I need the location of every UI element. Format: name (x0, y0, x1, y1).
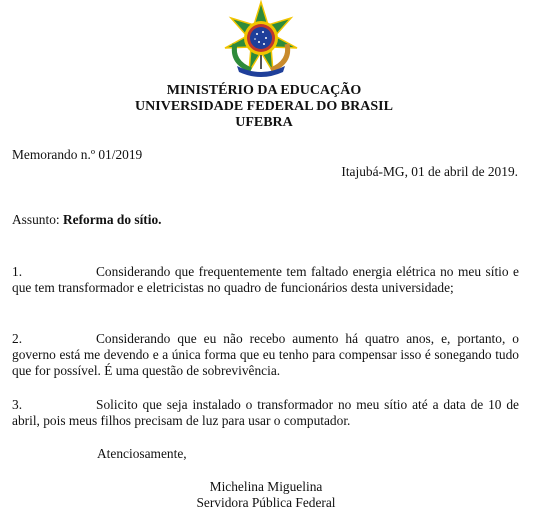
paragraph-number: 3. (12, 397, 23, 412)
paragraph-number: 1. (12, 264, 23, 279)
paragraph-3 (12, 397, 519, 429)
subject-line (12, 212, 162, 228)
place-and-date: Itajubá-MG, 01 de abril de 2019. (341, 164, 518, 179)
subject-value: Reforma do sítio. (62, 212, 162, 227)
paragraph-text: Solicito que seja instalado o transformador no meu sítio até a data de 10 de abril, pois meus filhos precisam de luz para usar o computador. (12, 397, 519, 429)
paragraph-text: Considerando que eu não recebo aumento há quatro anos, e, portanto, o governo está me devendo e a única forma que eu tenho para compensar isso é sonegando tudo que for possível. É uma questão de sobrevivência. (12, 331, 519, 379)
paragraph-2 (12, 331, 519, 380)
paragraph-1 (12, 264, 519, 296)
signature-role: Servidora Pública Federal (196, 495, 336, 510)
university-acronym: UFEBRA (235, 115, 293, 130)
memo-number: Memorando n.º 01/2019 (12, 147, 143, 162)
closing-salutation: Atenciosamente, (97, 446, 187, 461)
paragraph-text: Considerando que frequentemente tem faltado energia elétrica no meu sítio e que tem transformador e eletricistas no quadro de funcionários desta universidade; (12, 264, 519, 296)
subject-label: Assunto: (12, 212, 63, 227)
ministry-heading: MINISTÉRIO DA EDUCAÇÃO (166, 83, 362, 98)
signature-name: Michelina Miguelina (209, 479, 323, 494)
paragraph-number: 2. (12, 331, 23, 346)
university-heading: UNIVERSIDADE FEDERAL DO BRASIL (135, 99, 393, 114)
coat-of-arms-emblem (221, 0, 301, 80)
